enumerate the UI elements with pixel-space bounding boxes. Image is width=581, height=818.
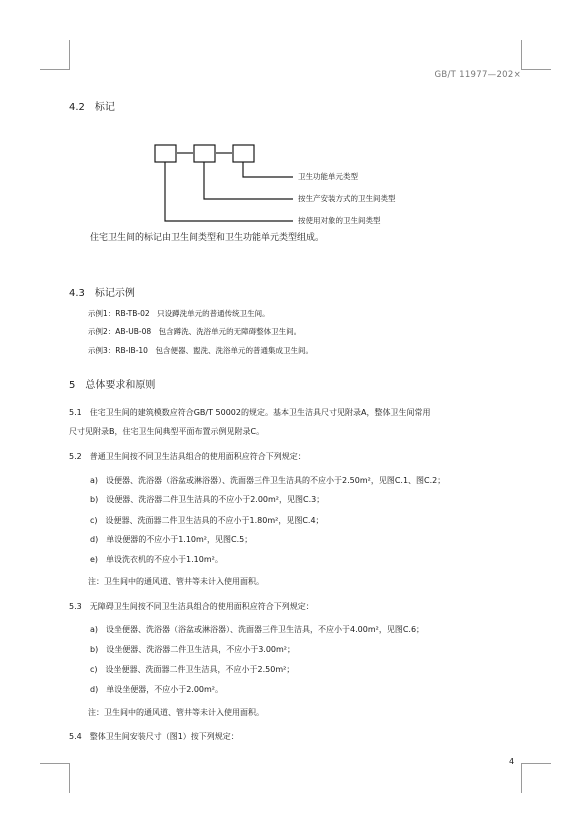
leader-line-1	[243, 162, 293, 177]
clause-5-2-heading: 5.2 普通卫生间按不同卫生洁具组合的使用面积应符合下列规定：	[69, 452, 306, 461]
example-line: 示例1：RB-TB-02 只设蹲洗单元的普通传统卫生间。	[88, 309, 270, 318]
section-heading-4-3: 4.3 标记示例	[69, 288, 135, 299]
list-item: e) 单设洗衣机的不应小于1.10m²。	[90, 555, 223, 564]
leader-line-3	[165, 162, 293, 221]
clause-5-4-heading: 5.4 整体卫生间安装尺寸（图1）按下列规定：	[69, 732, 239, 741]
code-box-3	[233, 145, 254, 162]
diagram-label-2: 按生产安装方式的卫生间类型	[298, 194, 396, 203]
note: 注：卫生间中的通风道、管井等未计入使用面积。	[88, 708, 264, 717]
section-heading-5: 5 总体要求和原则	[69, 380, 156, 391]
list-item: a) 设坐便器、洗浴器（浴盆或淋浴器）、洗面器三件卫生洁具，不应小于4.00m²，见图C.6；	[90, 625, 425, 634]
list-item: c) 设便器、洗面器二件卫生洁具的不应小于1.80m²，见图C.4；	[90, 516, 324, 525]
example-line: 示例3：RB-IB-10 包含便器、盥洗、洗浴单元的普通集成卫生间。	[88, 346, 313, 355]
clause-5-1-line-2: 尺寸见附录B，住宅卫生间典型平面布置示例见附录C。	[69, 427, 265, 436]
list-item: a) 设便器、洗浴器（浴盆或淋浴器）、洗面器三件卫生洁具的不应小于2.50m²，见图C.1、图C.2；	[90, 476, 446, 485]
diagram-label-1: 卫生功能单元类型	[298, 172, 358, 181]
standard-code: GB/T 11977—202×	[434, 70, 521, 80]
page-number: 4	[509, 757, 515, 766]
list-item: b) 设坐便器、洗浴器二件卫生洁具，不应小于3.00m²；	[90, 645, 296, 654]
note: 注：卫生间中的通风道、管井等未计入使用面积。	[88, 577, 264, 586]
example-line: 示例2：AB-UB-08 包含蹲洗、洗浴单元的无障碍整体卫生间。	[88, 327, 302, 336]
list-item: b) 设便器、洗浴器二件卫生洁具的不应小于2.00m²，见图C.3；	[90, 495, 325, 504]
code-box-2	[194, 145, 215, 162]
clause-5-3-heading: 5.3 无障碍卫生间按不同卫生洁具组合的使用面积应符合下列规定：	[69, 602, 314, 611]
marking-description: 住宅卫生间的标记由卫生间类型和卫生功能单元类型组成。	[90, 233, 325, 243]
diagram-label-3: 按使用对象的卫生间类型	[298, 216, 381, 225]
code-box-1	[155, 145, 176, 162]
list-item: d) 单设便器的不应小于1.10m²，见图C.5；	[90, 535, 253, 544]
list-item: c) 设坐便器、洗面器二件卫生洁具，不应小于2.50m²；	[90, 665, 295, 674]
leader-line-2	[204, 162, 293, 199]
list-item: d) 单设坐便器，不应小于2.00m²。	[90, 685, 224, 694]
clause-5-1-line-1: 5.1 住宅卫生间的建筑模数应符合GB/T 50002的规定。基本卫生洁具尺寸见附录A，整体卫生间常用	[69, 408, 431, 417]
section-heading-4-2: 4.2 标记	[69, 102, 115, 113]
